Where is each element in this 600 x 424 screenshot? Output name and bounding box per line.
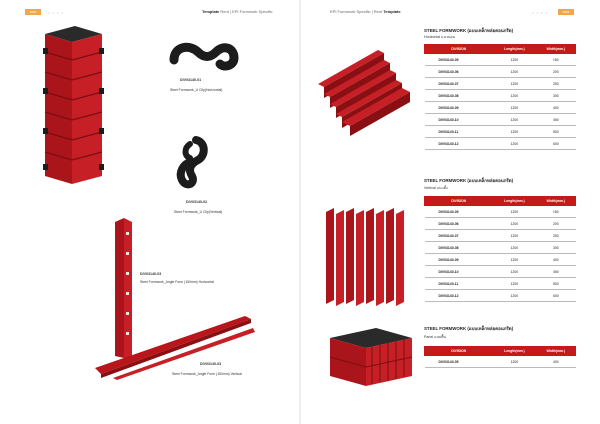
table-row [425,206,576,218]
item-code-1: DIV03140-01 [180,78,202,82]
table-row [425,114,576,126]
cell-length: 1200 [493,242,536,254]
cell-width: 600 [536,290,575,302]
cell-length: 1200 [493,356,536,368]
cell-division: DIV03140-11 [425,278,493,290]
spec-table-vertical [424,196,576,302]
table-row [425,126,576,138]
horizontal-formwork-stack-illustration [318,44,418,136]
header-right [330,9,401,14]
table-row [425,266,576,278]
table-row [425,254,576,266]
section-subtitle-horizontal: Horizontal แนวนอน [424,35,456,39]
page-number-tab-right: 0869 [558,9,574,15]
table-header-row [425,45,576,54]
cell-division: DIV03140-07 [425,78,493,90]
cell-division: DIV03140-11 [425,126,493,138]
cell-width: 150 [536,206,575,218]
cell-width: 450 [536,114,575,126]
cell-division: DIV03140-07 [425,230,493,242]
table-row [425,90,576,102]
header-left [202,9,273,14]
header-dots-left: • • • • [48,10,64,15]
section-subtitle-panel: Panel แบบพื้น [424,335,446,339]
cell-length: 1200 [493,114,536,126]
cell-width: 250 [536,230,575,242]
cell-width: 300 [536,90,575,102]
cell-division: DIV03140-08 [425,90,493,102]
table-row [425,102,576,114]
col-header-division: DIVISION [425,347,493,356]
item-desc-3: Steel Formwork_Angle Form (150mm) Horizontal [140,280,214,284]
cell-width: 300 [536,242,575,254]
cell-division: DIV03140-05 [425,206,493,218]
section-title-horizontal: STEEL FORMWORK (แบบเหล็กหล่อคอนกรีต) [424,28,514,33]
cell-length: 1200 [493,230,536,242]
item-desc-2: Steel Formwork_U Clip(Vertical) [174,210,223,214]
cell-width: 450 [536,266,575,278]
section-title-vertical: STEEL FORMWORK (แบบเหล็กหล่อคอนกรีต) [424,178,514,183]
cell-width: 400 [536,102,575,114]
table-header-row [425,347,576,356]
header-right-bold: Template [383,9,401,14]
cell-division: DIV03140-10 [425,114,493,126]
cell-length: 1200 [493,218,536,230]
cell-length: 1200 [493,66,536,78]
cell-width: 500 [536,278,575,290]
cell-length: 1200 [493,126,536,138]
item-desc-1: Steel Formwork_U Clip(Horizontal) [170,88,223,92]
col-header-length: Length(mm.) [493,347,536,356]
u-clip-horizontal-icon [168,38,240,74]
col-header-width: Width(mm.) [536,45,575,54]
cell-division: DIV03140-06 [425,218,493,230]
u-clip-vertical-icon [176,134,210,190]
table-row [425,356,576,368]
cell-length: 1200 [493,254,536,266]
item-code-2: DIV03140-02 [186,200,208,204]
table-row [425,290,576,302]
section-subtitle-vertical: Vertical แนวตั้ง [424,186,448,190]
cell-length: 1200 [493,138,536,150]
col-header-length: Length(mm.) [493,45,536,54]
cell-width: 200 [536,218,575,230]
col-header-division: DIVISION [425,45,493,54]
spec-table-horizontal [424,44,576,150]
cell-width: 400 [536,254,575,266]
cell-width: 150 [536,54,575,66]
table-row [425,278,576,290]
spec-table-panel [424,346,576,368]
cell-division: DIV03140-05 [425,356,493,368]
column-formwork-illustration [40,24,110,186]
table-row [425,54,576,66]
angle-form-horizontal-illustration [95,310,255,380]
cell-division: DIV03140-12 [425,290,493,302]
page-number-tab-left: 0866 [25,9,41,15]
header-left-bold: Template [202,9,220,14]
cell-length: 1200 [493,90,536,102]
cell-division: DIV03140-09 [425,102,493,114]
header-right-text: EPI Formwork Specific | Rent [330,9,384,14]
page-spine [299,0,301,424]
vertical-formwork-stack-illustration [326,204,410,308]
cell-division: DIV03140-06 [425,66,493,78]
item-desc-4: Steel Formwork_Angle Form (150mm) Vertical [172,372,242,376]
cell-length: 1200 [493,102,536,114]
cell-division: DIV03140-08 [425,242,493,254]
cell-width: 400 [536,356,575,368]
col-header-width: Width(mm.) [536,197,575,206]
table-row [425,138,576,150]
cell-width: 600 [536,138,575,150]
table-header-row [425,197,576,206]
header-dots-right: • • • • [532,10,548,15]
cell-width: 200 [536,66,575,78]
item-code-4: DIV03140-03 [200,362,222,366]
table-row [425,230,576,242]
table-row [425,218,576,230]
cell-length: 1200 [493,266,536,278]
item-code-3: DIV03140-03 [140,272,162,276]
cell-length: 1200 [493,290,536,302]
cell-length: 1200 [493,206,536,218]
cell-division: DIV03140-10 [425,266,493,278]
col-header-division: DIVISION [425,197,493,206]
cell-division: DIV03140-12 [425,138,493,150]
cell-division: DIV03140-09 [425,254,493,266]
cell-division: DIV03140-05 [425,54,493,66]
section-title-panel: STEEL FORMWORK (แบบเหล็กหล่อคอนกรีต) [424,326,514,331]
panel-formwork-illustration [330,324,414,388]
table-row [425,78,576,90]
table-row [425,242,576,254]
cell-width: 500 [536,126,575,138]
cell-length: 1200 [493,78,536,90]
cell-width: 250 [536,78,575,90]
cell-length: 1200 [493,54,536,66]
col-header-length: Length(mm.) [493,197,536,206]
cell-length: 1200 [493,278,536,290]
table-row [425,66,576,78]
header-left-text: Rent | EPI Formwork Specific [219,9,273,14]
col-header-width: Width(mm.) [536,347,575,356]
